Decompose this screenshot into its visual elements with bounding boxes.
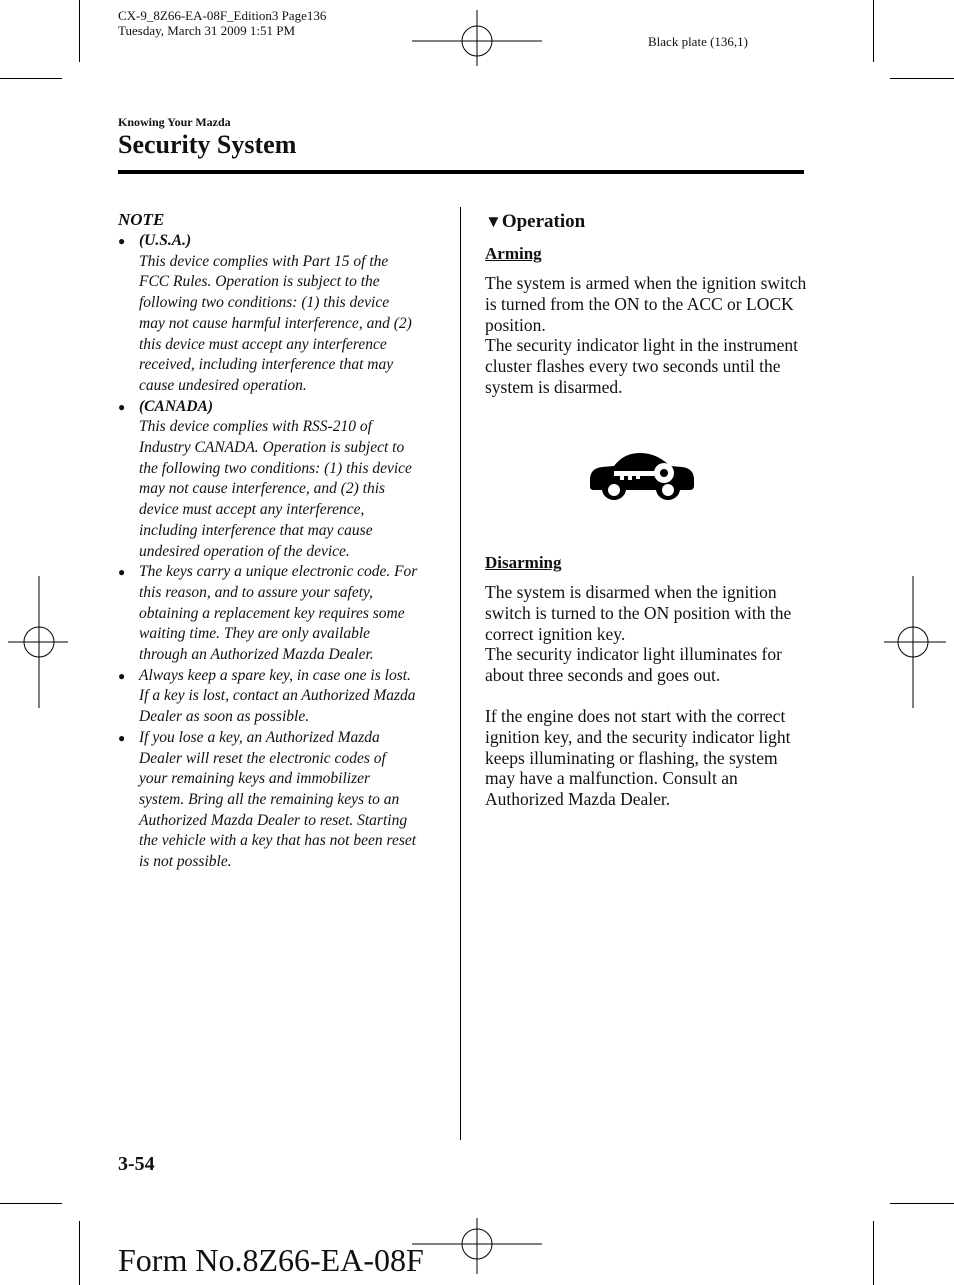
registration-mark-right-icon <box>884 576 946 708</box>
note-block <box>118 210 418 873</box>
form-number: Form No.8Z66-EA-08F <box>118 1242 424 1278</box>
note-list <box>118 231 418 873</box>
disarming-title: Disarming <box>485 553 562 572</box>
note-item-text: This device complies with Part 15 of the FCC Rules. Operation is subject to the following two conditions: (1) this device may not cause harmful interference, and (2) this device must accept any interference received, including interference that may cause undesired operation. <box>139 252 412 394</box>
registration-mark-left-icon <box>8 576 68 708</box>
arming-paragraph-1: The system is armed when the ignition switch is turned from the ON to the ACC or LOCK position. <box>485 273 807 335</box>
slug-line-2: Tuesday, March 31 2009 1:51 PM <box>118 23 296 38</box>
list-item <box>118 231 418 397</box>
disarming-paragraph-2: The security indicator light illuminates for about three seconds and goes out. <box>485 644 782 685</box>
black-plate-label: Black plate (136,1) <box>648 34 748 49</box>
arming-title: Arming <box>485 244 542 263</box>
note-item-text: Always keep a spare key, in case one is lost. If a key is lost, contact an Authorized Mazda Dealer as soon as possible. <box>139 666 416 726</box>
column-divider <box>460 207 461 1140</box>
security-indicator-car-key-icon <box>584 450 698 502</box>
disarming-paragraph-3: If the engine does not start with the correct ignition key, and the security indicator light keeps illuminating or flashing, the system may have a malfunction. Consult an Authorized Mazda Dealer. <box>485 706 791 810</box>
bullet-icon: ● <box>118 565 126 580</box>
note-item-text: This device complies with RSS-210 of Industry CANADA. Operation is subject to the following two conditions: (1) this device may not cause interference, and (2) this device must accept any interference, including interference that may cause undesired operation of the device. <box>139 418 412 560</box>
registration-mark-top-icon <box>410 10 544 68</box>
slug-line-1: CX-9_8Z66-EA-08F_Edition3 Page136 <box>118 8 327 23</box>
list-item <box>118 397 418 563</box>
bullet-icon: ● <box>118 399 126 414</box>
note-heading: NOTE <box>118 210 165 229</box>
disarming-paragraph-1: The system is disarmed when the ignition switch is turned to the ON position with the correct ignition key. <box>485 582 792 644</box>
page-title: Security System <box>118 130 297 159</box>
list-item <box>118 666 418 728</box>
note-item-text: If you lose a key, an Authorized Mazda Dealer will reset the electronic codes of your remaining keys and immobilizer system. Bring all the remaining keys to an Authorized Mazda Dealer to reset. Starting the vehicle with a key that has not been reset is not possible. <box>139 728 417 871</box>
title-rule <box>118 170 804 174</box>
operation-heading <box>485 211 585 233</box>
list-item <box>118 562 418 666</box>
triangle-down-icon: ▼ <box>485 212 502 231</box>
note-item-label: (U.S.A.) <box>139 232 192 249</box>
page-number: 3-54 <box>118 1153 155 1175</box>
list-item <box>118 728 418 873</box>
operation-heading-text: Operation <box>501 211 586 232</box>
note-item-label: (CANADA) <box>139 397 214 415</box>
bullet-icon: ● <box>118 234 126 248</box>
arming-paragraph-2: The security indicator light in the instrument cluster flashes every two seconds until the system is disarmed. <box>485 335 798 397</box>
registration-mark-bottom-icon <box>410 1218 544 1276</box>
bullet-icon: ● <box>118 668 126 683</box>
slug-info <box>118 8 326 38</box>
section-name: Knowing Your Mazda <box>118 115 231 129</box>
bullet-icon: ● <box>118 730 126 745</box>
note-item-text: The keys carry a unique electronic code. For this reason, and to assure your safety, obtaining a replacement key requires some waiting time. They are only available through an Authorized Mazda Dealer. <box>139 563 418 664</box>
